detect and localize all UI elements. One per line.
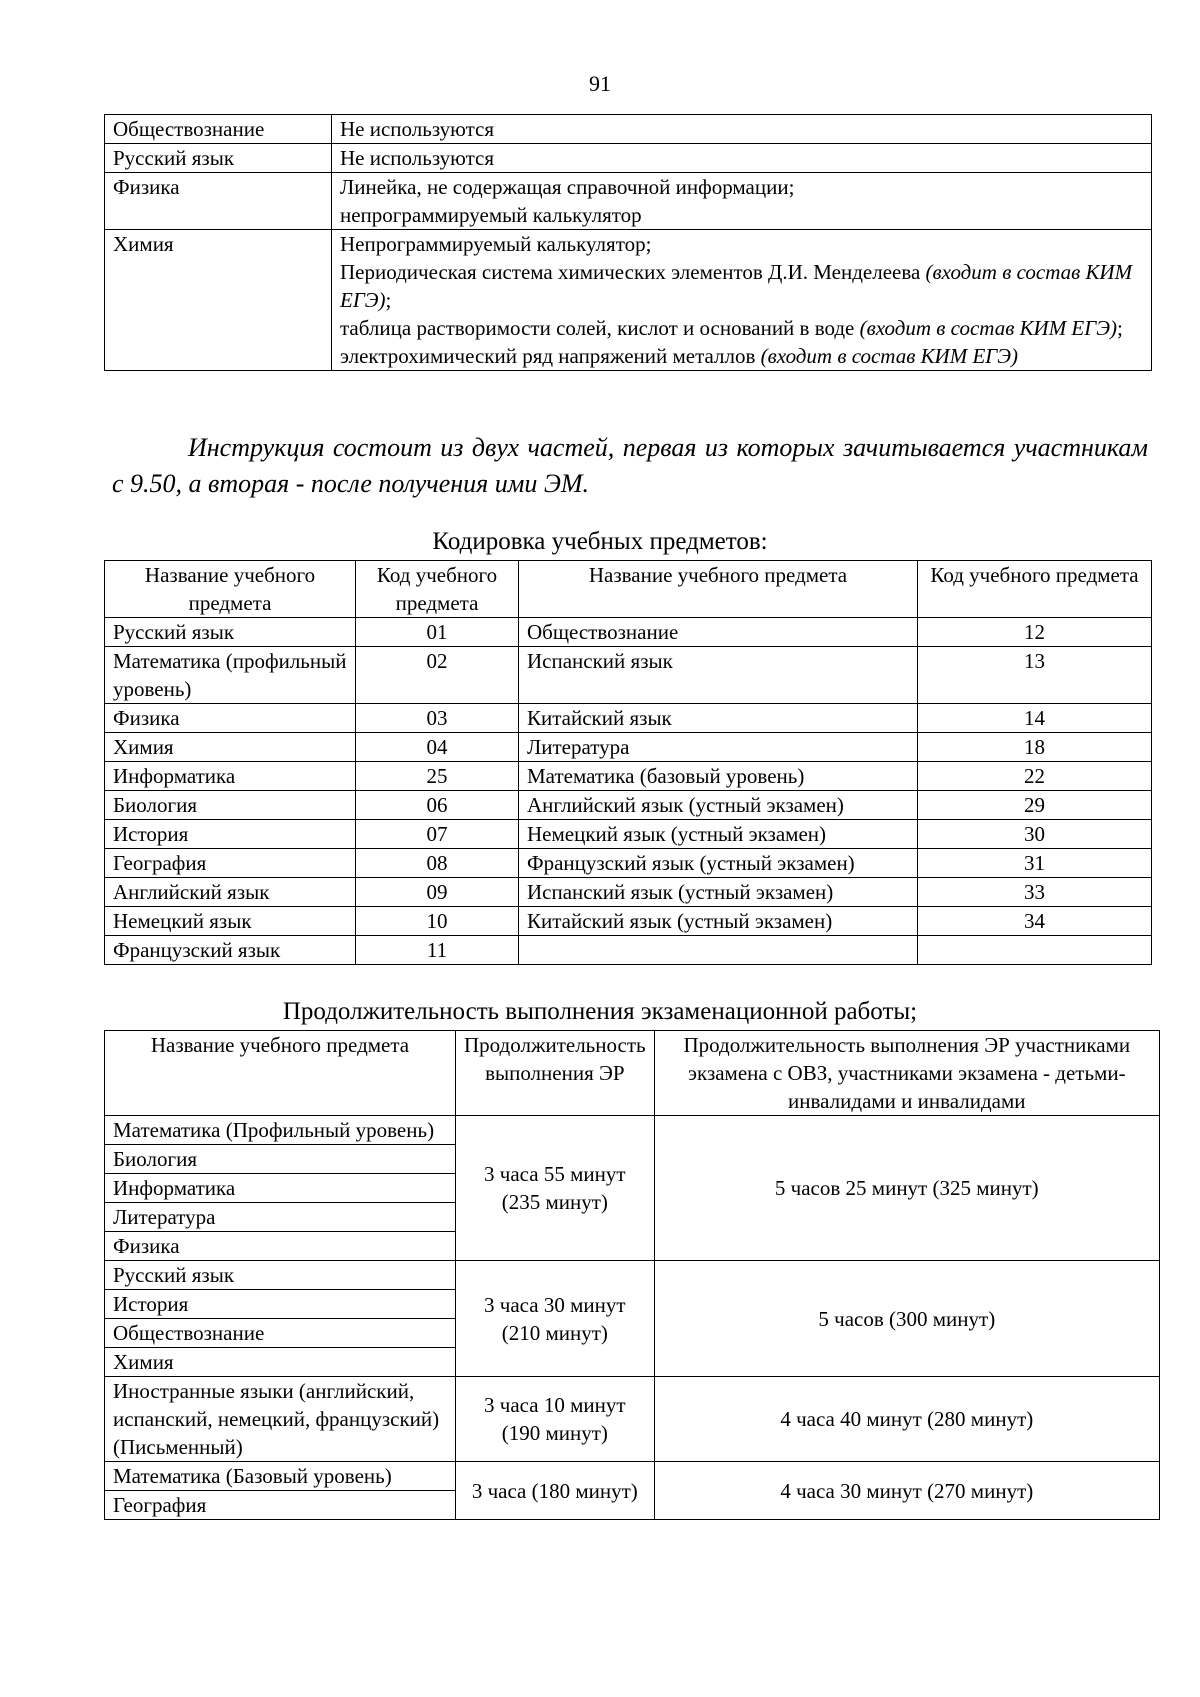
subject-name-cell: Французский язык (устный экзамен) bbox=[519, 849, 918, 878]
table-row bbox=[105, 1261, 1160, 1290]
subject-name-cell: Немецкий язык (устный экзамен) bbox=[519, 820, 918, 849]
subject-codes-table bbox=[104, 560, 1152, 965]
subject-name-cell: География bbox=[105, 849, 356, 878]
subject-name-cell: География bbox=[105, 1491, 456, 1520]
allowed-tools-table bbox=[104, 114, 1152, 371]
tools-cell bbox=[332, 230, 1152, 371]
subject-name-cell: Математика (Профильный уровень) bbox=[105, 1116, 456, 1145]
subject-code-cell: 03 bbox=[356, 704, 519, 733]
instruction-paragraph: Инструкция состоит из двух частей, первая из которых зачитывается участникам с 9.50, а вторая - после получения ими ЭМ. bbox=[112, 433, 1148, 498]
subject-code-cell: 34 bbox=[918, 907, 1152, 936]
subject-name-cell: История bbox=[105, 820, 356, 849]
column-header: Название учебного предмета bbox=[519, 561, 918, 618]
column-header: Код учебного предмета bbox=[356, 561, 519, 618]
subject-code-cell: 30 bbox=[918, 820, 1152, 849]
subject-name-cell: Физика bbox=[105, 1232, 456, 1261]
subject-code-cell: 18 bbox=[918, 733, 1152, 762]
subject-name-cell: Китайский язык (устный экзамен) bbox=[519, 907, 918, 936]
subject-name-cell: История bbox=[105, 1290, 456, 1319]
duration-ovz-cell: 4 часа 30 минут (270 минут) bbox=[654, 1462, 1159, 1520]
subject-code-cell: 10 bbox=[356, 907, 519, 936]
table-row bbox=[105, 733, 1152, 762]
subject-code-cell: 22 bbox=[918, 762, 1152, 791]
subject-name-cell: Английский язык (устный экзамен) bbox=[519, 791, 918, 820]
tools-cell bbox=[332, 173, 1152, 230]
subject-cell: Химия bbox=[105, 230, 332, 371]
subject-name-cell: Русский язык bbox=[105, 618, 356, 647]
tools-line: Линейка, не содержащая справочной информации; bbox=[340, 175, 795, 199]
column-header: Продолжительность выполнения ЭР bbox=[456, 1031, 655, 1116]
subject-name-cell: Математика (профильный уровень) bbox=[105, 647, 356, 704]
tools-note: (входит в состав КИМ ЕГЭ) bbox=[340, 260, 1133, 312]
duration-ovz-cell: 4 часа 40 минут (280 минут) bbox=[654, 1377, 1159, 1462]
tools-punct: ; bbox=[1116, 316, 1123, 340]
tools-cell: Не используются bbox=[332, 115, 1152, 144]
subject-code-cell: 09 bbox=[356, 878, 519, 907]
tools-line bbox=[340, 342, 1143, 370]
subject-name-cell: Математика (базовый уровень) bbox=[519, 762, 918, 791]
tools-line: непрограммируемый калькулятор bbox=[340, 203, 642, 227]
duration-ovz-cell: 5 часов 25 минут (325 минут) bbox=[654, 1116, 1159, 1261]
tools-note: (входит в состав КИМ ЕГЭ) bbox=[859, 316, 1117, 340]
subject-code-cell: 08 bbox=[356, 849, 519, 878]
subject-code-cell: 33 bbox=[918, 878, 1152, 907]
subject-code-cell: 01 bbox=[356, 618, 519, 647]
tools-text: электрохимический ряд напряжений металлов bbox=[340, 344, 756, 368]
subject-name-cell: Информатика bbox=[105, 762, 356, 791]
subject-code-cell: 25 bbox=[356, 762, 519, 791]
column-header: Название учебного предмета bbox=[105, 561, 356, 618]
subject-cell: Обществознание bbox=[105, 115, 332, 144]
tools-text: Периодическая система химических элементов Д.И. Менделеева bbox=[340, 260, 921, 284]
table-row bbox=[105, 936, 1152, 965]
duration-cell: 3 часа 55 минут (235 минут) bbox=[456, 1116, 655, 1261]
column-header: Код учебного предмета bbox=[918, 561, 1152, 618]
table-row bbox=[105, 144, 1152, 173]
subject-code-cell: 04 bbox=[356, 733, 519, 762]
table-header-row bbox=[105, 1031, 1160, 1116]
subject-name-cell: Английский язык bbox=[105, 878, 356, 907]
subject-name-cell: Обществознание bbox=[519, 618, 918, 647]
table-row bbox=[105, 878, 1152, 907]
subject-code-cell: 31 bbox=[918, 849, 1152, 878]
column-header: Продолжительность выполнения ЭР участниками экзамена с ОВЗ, участниками экзамена - детьми-инвалидами и инвалидами bbox=[654, 1031, 1159, 1116]
table-row bbox=[105, 1462, 1160, 1491]
subject-name-cell: Французский язык bbox=[105, 936, 356, 965]
table-row bbox=[105, 647, 1152, 704]
subject-name-cell: Химия bbox=[105, 733, 356, 762]
table-row bbox=[105, 230, 1152, 371]
subject-name-cell: Биология bbox=[105, 791, 356, 820]
subject-code-cell: 02 bbox=[356, 647, 519, 704]
subject-code-cell: 06 bbox=[356, 791, 519, 820]
table-row bbox=[105, 1377, 1160, 1462]
subject-code-cell: 14 bbox=[918, 704, 1152, 733]
table-row bbox=[105, 907, 1152, 936]
table-row bbox=[105, 1116, 1160, 1145]
subject-code-cell: 11 bbox=[356, 936, 519, 965]
subject-name-cell: Русский язык bbox=[105, 1261, 456, 1290]
table-row bbox=[105, 791, 1152, 820]
subject-code-cell: 07 bbox=[356, 820, 519, 849]
subject-code-cell: 13 bbox=[918, 647, 1152, 704]
subject-name-cell: Испанский язык bbox=[519, 647, 918, 704]
subject-name-cell: Химия bbox=[105, 1348, 456, 1377]
subject-name-cell: Информатика bbox=[105, 1174, 456, 1203]
subject-name-cell: Иностранные языки (английский, испанский, немецкий, французский) (Письменный) bbox=[105, 1377, 456, 1462]
subject-name-cell: Физика bbox=[105, 704, 356, 733]
subject-cell: Русский язык bbox=[105, 144, 332, 173]
subject-name-cell bbox=[519, 936, 918, 965]
tools-punct: ; bbox=[385, 288, 392, 312]
table-row bbox=[105, 849, 1152, 878]
table-row bbox=[105, 820, 1152, 849]
tools-text: таблица растворимости солей, кислот и оснований в воде bbox=[340, 316, 855, 340]
tools-note: (входит в состав КИМ ЕГЭ) bbox=[760, 344, 1018, 368]
subject-name-cell: Немецкий язык bbox=[105, 907, 356, 936]
tools-cell: Не используются bbox=[332, 144, 1152, 173]
subject-name-cell: Испанский язык (устный экзамен) bbox=[519, 878, 918, 907]
subject-name-cell: Математика (Базовый уровень) bbox=[105, 1462, 456, 1491]
subject-code-cell: 29 bbox=[918, 791, 1152, 820]
tools-line: Непрограммируемый калькулятор; bbox=[340, 232, 652, 256]
subject-name-cell: Биология bbox=[105, 1145, 456, 1174]
duration-table-title: Продолжительность выполнения экзаменационной работы; bbox=[282, 998, 918, 1025]
table-row bbox=[105, 173, 1152, 230]
duration-cell: 3 часа (180 минут) bbox=[456, 1462, 655, 1520]
subject-name-cell: Литература bbox=[105, 1203, 456, 1232]
table-header-row bbox=[105, 561, 1152, 618]
column-header: Название учебного предмета bbox=[105, 1031, 456, 1116]
table-row bbox=[105, 115, 1152, 144]
codes-table-title: Кодировка учебных предметов: bbox=[432, 528, 768, 555]
table-row bbox=[105, 704, 1152, 733]
tools-line bbox=[340, 258, 1143, 314]
table-row bbox=[105, 762, 1152, 791]
subject-name-cell: Обществознание bbox=[105, 1319, 456, 1348]
duration-cell: 3 часа 30 минут (210 минут) bbox=[456, 1261, 655, 1377]
duration-ovz-cell: 5 часов (300 минут) bbox=[654, 1261, 1159, 1377]
subject-name-cell: Литература bbox=[519, 733, 918, 762]
duration-cell: 3 часа 10 минут (190 минут) bbox=[456, 1377, 655, 1462]
table-row bbox=[105, 618, 1152, 647]
subject-name-cell: Китайский язык bbox=[519, 704, 918, 733]
exam-duration-table bbox=[104, 1030, 1160, 1520]
page-number: 91 bbox=[589, 71, 611, 96]
subject-code-cell: 12 bbox=[918, 618, 1152, 647]
subject-cell: Физика bbox=[105, 173, 332, 230]
tools-line bbox=[340, 314, 1143, 342]
subject-code-cell bbox=[918, 936, 1152, 965]
